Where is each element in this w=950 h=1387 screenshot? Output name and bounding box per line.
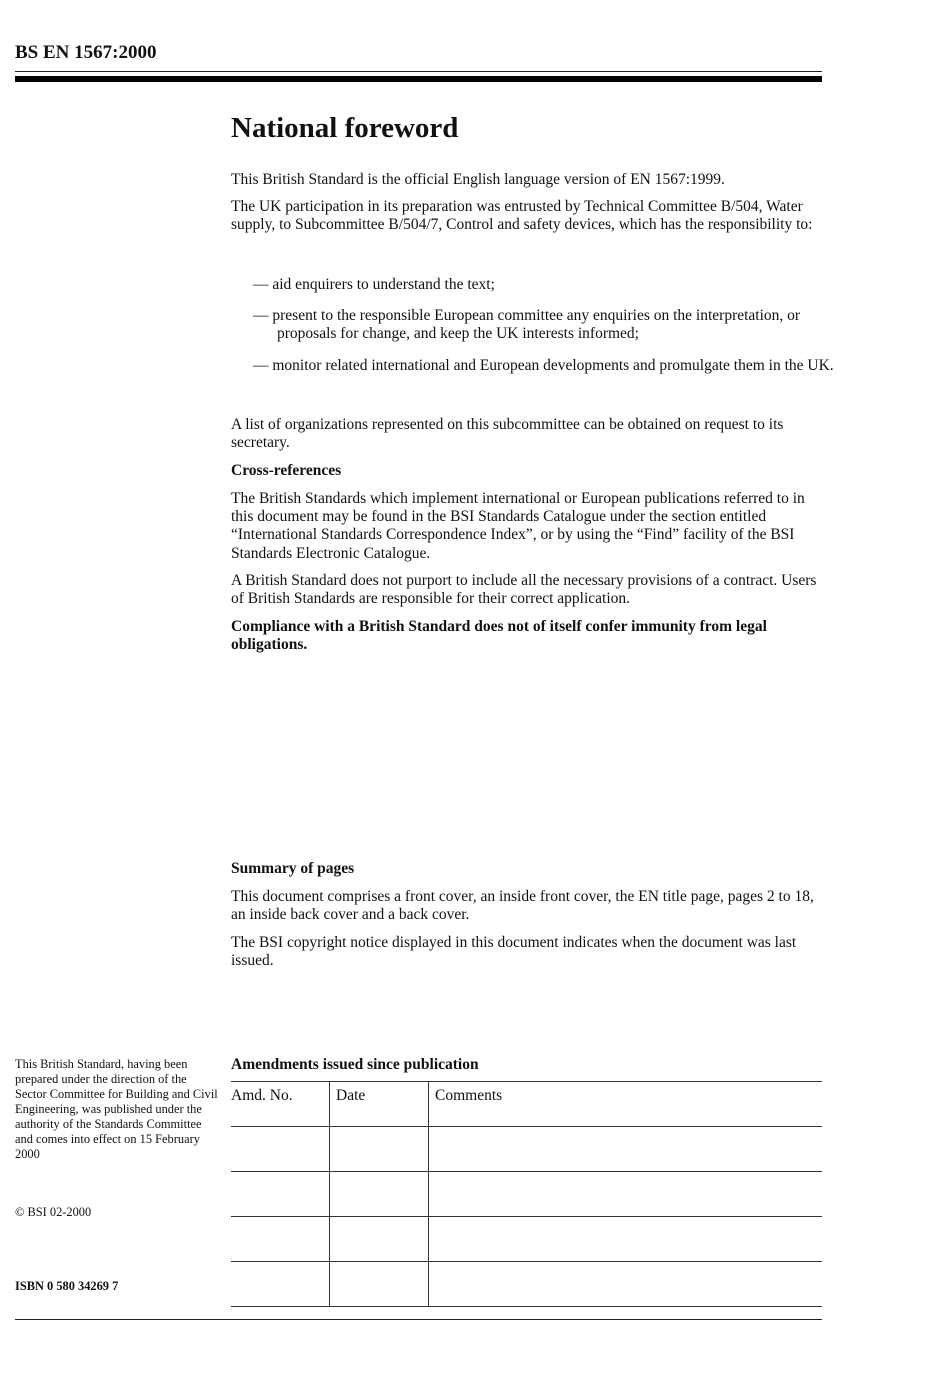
table-row	[231, 1262, 822, 1307]
table-row	[231, 1172, 822, 1217]
list-item: — present to the responsible European committee any enquiries on the interpretation, or proposals for change, and keep the UK interests informed;	[253, 307, 801, 343]
publication-statement: This British Standard, having been prepared under the direction of the Sector Committee for Building and Civil Engineering, was published under the authority of the Standards Committee and comes into effect on 15 February 2000	[15, 1057, 218, 1161]
paragraph: A British Standard does not purport to include all the necessary provisions of a contract. Users of British Standards are responsible for their correct application.	[231, 572, 817, 608]
paragraph: This British Standard is the official English language version of EN 1567:1999.	[231, 171, 725, 188]
copyright: © BSI 02-2000	[15, 1205, 92, 1219]
section-heading: Summary of pages	[231, 860, 355, 877]
paragraph: A list of organizations represented on this subcommittee can be obtained on request to its secretary.	[231, 416, 784, 452]
table-row	[231, 1127, 822, 1172]
section-heading: Cross-references	[231, 462, 342, 479]
compliance-notice: Compliance with a British Standard does not of itself confer immunity from legal obligations.	[231, 618, 767, 654]
paragraph: The BSI copyright notice displayed in this document indicates when the document was last issued.	[231, 934, 797, 970]
paragraph: The UK participation in its preparation was entrusted by Technical Committee B/504, Water supply, to Subcommittee B/504/7, Control and safety devices, which has the responsibility to:	[231, 198, 813, 234]
column-header: Comments	[435, 1087, 503, 1104]
column-header: Date	[336, 1087, 366, 1104]
table-header-row	[231, 1082, 822, 1127]
document-id: BS EN 1567:2000	[15, 42, 157, 63]
paragraph: The British Standards which implement international or European publications referred to in this document may be found in the BSI Standards Catalogue under the section entitled “International Standards Correspondence Index”, or by using the “Find” facility of the BSI Standards Electronic Catalogue.	[231, 490, 805, 562]
amendments-table	[231, 1081, 822, 1307]
paragraph: This document comprises a front cover, an inside front cover, the EN title page, pages 2 to 18, an inside back cover and a back cover.	[231, 888, 814, 924]
table-row	[231, 1217, 822, 1262]
isbn: ISBN 0 580 34269 7	[15, 1279, 119, 1293]
list-item: — aid enquirers to understand the text;	[253, 276, 495, 293]
amendments-heading: Amendments issued since publication	[231, 1056, 479, 1073]
header-rule-thin	[15, 71, 822, 72]
column-header: Amd. No.	[231, 1087, 293, 1104]
list-item: — monitor related international and European developments and promulgate them in the UK.	[253, 357, 834, 374]
page-title: National foreword	[231, 112, 459, 144]
footer-rule	[15, 1319, 822, 1320]
header-rule-thick	[15, 76, 822, 82]
